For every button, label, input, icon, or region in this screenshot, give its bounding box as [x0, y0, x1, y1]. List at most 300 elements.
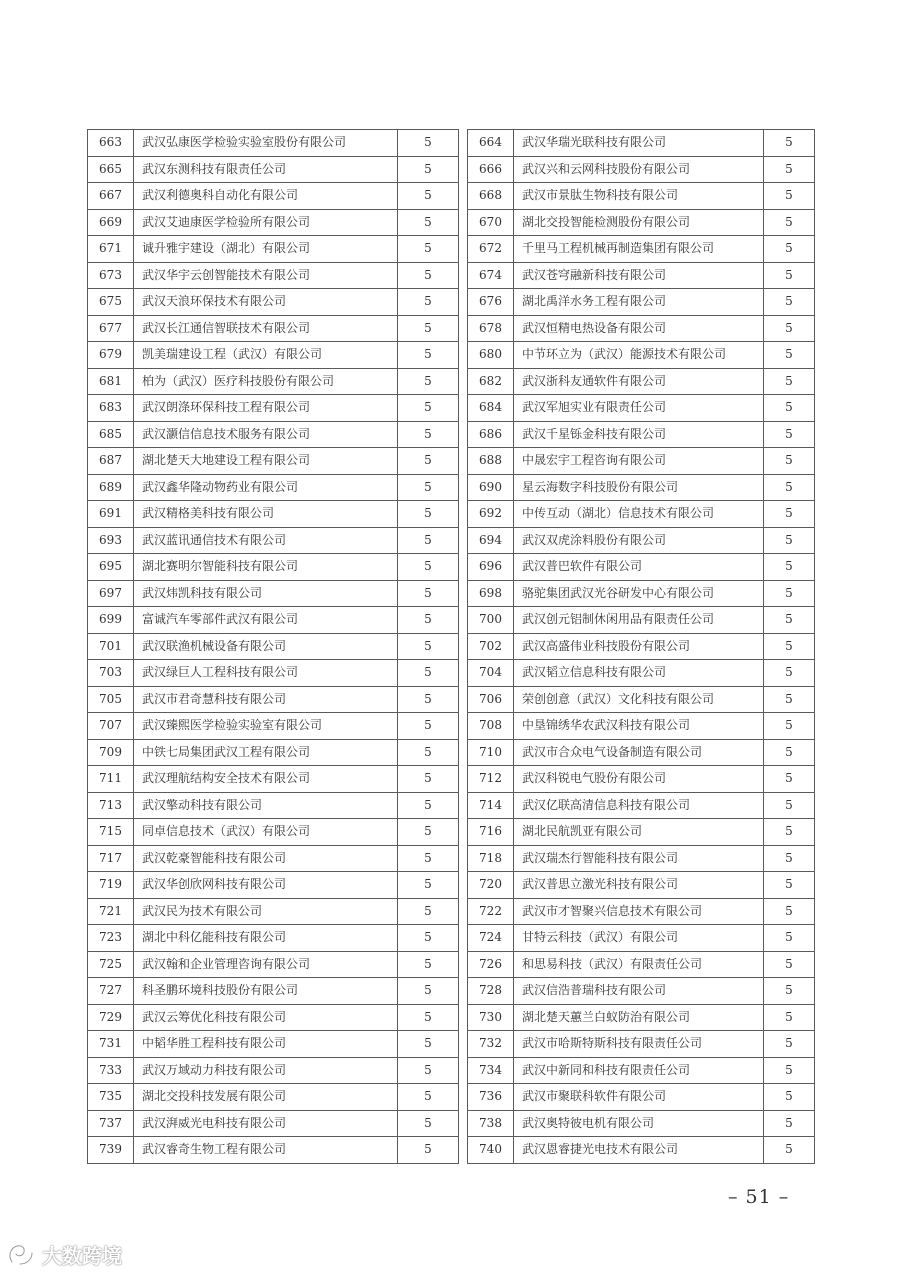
column-gap	[459, 262, 468, 289]
table-row	[88, 1004, 815, 1031]
table-row	[88, 474, 815, 501]
column-gap	[459, 978, 468, 1005]
row-number: 724	[468, 925, 514, 952]
company-name: 千里马工程机械再制造集团有限公司	[514, 236, 764, 263]
score-cell: 5	[764, 1057, 815, 1084]
company-name: 武汉市君奇慧科技有限公司	[134, 686, 398, 713]
score-cell: 5	[764, 1084, 815, 1111]
row-number: 727	[88, 978, 134, 1005]
score-cell: 5	[764, 501, 815, 528]
row-number: 673	[88, 262, 134, 289]
row-number: 740	[468, 1137, 514, 1164]
row-number: 678	[468, 315, 514, 342]
company-name: 和思易科技（武汉）有限责任公司	[514, 951, 764, 978]
company-name: 武汉奥特彼电机有限公司	[514, 1110, 764, 1137]
score-cell: 5	[764, 872, 815, 899]
row-number: 672	[468, 236, 514, 263]
score-cell: 5	[764, 1004, 815, 1031]
company-name: 湖北禹洋水务工程有限公司	[514, 289, 764, 316]
score-cell: 5	[764, 978, 815, 1005]
row-number: 731	[88, 1031, 134, 1058]
score-cell: 5	[764, 156, 815, 183]
column-gap	[459, 474, 468, 501]
row-number: 708	[468, 713, 514, 740]
column-gap	[459, 421, 468, 448]
column-gap	[459, 315, 468, 342]
row-number: 719	[88, 872, 134, 899]
watermark	[6, 1240, 122, 1269]
score-cell: 5	[764, 395, 815, 422]
company-name: 星云海数字科技股份有限公司	[514, 474, 764, 501]
row-number: 699	[88, 607, 134, 634]
row-number: 721	[88, 898, 134, 925]
table-row	[88, 660, 815, 687]
score-cell: 5	[398, 1004, 459, 1031]
score-cell: 5	[398, 130, 459, 157]
column-gap	[459, 845, 468, 872]
company-name: 武汉华瑞光联科技有限公司	[514, 130, 764, 157]
score-cell: 5	[764, 1110, 815, 1137]
score-cell: 5	[398, 1110, 459, 1137]
score-cell: 5	[764, 607, 815, 634]
company-name: 武汉民为技术有限公司	[134, 898, 398, 925]
table-row	[88, 845, 815, 872]
score-cell: 5	[764, 580, 815, 607]
row-number: 709	[88, 739, 134, 766]
score-cell: 5	[398, 501, 459, 528]
company-name: 湖北楚天蕙兰白蚁防治有限公司	[514, 1004, 764, 1031]
company-name: 富诚汽车零部件武汉有限公司	[134, 607, 398, 634]
company-name: 武汉弘康医学检验实验室股份有限公司	[134, 130, 398, 157]
score-cell: 5	[764, 792, 815, 819]
score-cell: 5	[398, 633, 459, 660]
company-name: 武汉华宇云创智能技术有限公司	[134, 262, 398, 289]
score-cell: 5	[398, 792, 459, 819]
column-gap	[459, 1137, 468, 1164]
table-row	[88, 421, 815, 448]
column-gap	[459, 951, 468, 978]
company-name: 武汉鑫华隆动物药业有限公司	[134, 474, 398, 501]
table-row	[88, 607, 815, 634]
table-row	[88, 448, 815, 475]
score-cell: 5	[398, 1031, 459, 1058]
score-cell: 5	[764, 819, 815, 846]
row-number: 705	[88, 686, 134, 713]
row-number: 733	[88, 1057, 134, 1084]
company-name: 武汉湃威光电科技有限公司	[134, 1110, 398, 1137]
row-number: 711	[88, 766, 134, 793]
company-name: 武汉理航结构安全技术有限公司	[134, 766, 398, 793]
row-number: 700	[468, 607, 514, 634]
row-number: 682	[468, 368, 514, 395]
row-number: 713	[88, 792, 134, 819]
score-cell: 5	[764, 951, 815, 978]
score-cell: 5	[764, 209, 815, 236]
row-number: 729	[88, 1004, 134, 1031]
row-number: 710	[468, 739, 514, 766]
company-name: 武汉云筹优化科技有限公司	[134, 1004, 398, 1031]
score-cell: 5	[764, 739, 815, 766]
score-cell: 5	[398, 872, 459, 899]
company-name: 武汉普巴软件有限公司	[514, 554, 764, 581]
row-number: 714	[468, 792, 514, 819]
company-name: 柏为（武汉）医疗科技股份有限公司	[134, 368, 398, 395]
column-gap	[459, 633, 468, 660]
column-gap	[459, 607, 468, 634]
company-name: 武汉翰和企业管理咨询有限公司	[134, 951, 398, 978]
column-gap	[459, 448, 468, 475]
score-cell: 5	[764, 474, 815, 501]
row-number: 668	[468, 183, 514, 210]
row-number: 693	[88, 527, 134, 554]
score-cell: 5	[764, 421, 815, 448]
company-name: 武汉乾豪智能科技有限公司	[134, 845, 398, 872]
table-row	[88, 739, 815, 766]
company-name: 中晟宏宇工程咨询有限公司	[514, 448, 764, 475]
score-cell: 5	[764, 342, 815, 369]
row-number: 683	[88, 395, 134, 422]
row-number: 734	[468, 1057, 514, 1084]
score-cell: 5	[398, 898, 459, 925]
table-row	[88, 236, 815, 263]
row-number: 667	[88, 183, 134, 210]
company-name: 湖北赛明尔智能科技有限公司	[134, 554, 398, 581]
company-name: 骆驼集团武汉光谷研发中心有限公司	[514, 580, 764, 607]
company-name: 武汉科锐电气股份有限公司	[514, 766, 764, 793]
company-name: 武汉市才智聚兴信息技术有限公司	[514, 898, 764, 925]
column-gap	[459, 713, 468, 740]
row-number: 664	[468, 130, 514, 157]
score-cell: 5	[764, 183, 815, 210]
column-gap	[459, 739, 468, 766]
company-name: 武汉东测科技有限责任公司	[134, 156, 398, 183]
score-cell: 5	[764, 633, 815, 660]
score-cell: 5	[398, 342, 459, 369]
table-row	[88, 1031, 815, 1058]
score-cell: 5	[398, 580, 459, 607]
column-gap	[459, 130, 468, 157]
table-row	[88, 1137, 815, 1164]
company-name: 武汉炜凯科技有限公司	[134, 580, 398, 607]
row-number: 686	[468, 421, 514, 448]
table-row	[88, 713, 815, 740]
table-row	[88, 368, 815, 395]
company-name: 武汉灏信信息技术服务有限公司	[134, 421, 398, 448]
row-number: 715	[88, 819, 134, 846]
row-number: 690	[468, 474, 514, 501]
table-row	[88, 872, 815, 899]
score-cell: 5	[398, 819, 459, 846]
company-name: 武汉臻熙医学检验实验室有限公司	[134, 713, 398, 740]
company-name: 武汉市哈斯特斯科技有限责任公司	[514, 1031, 764, 1058]
company-name: 武汉擎动科技有限公司	[134, 792, 398, 819]
column-gap	[459, 236, 468, 263]
score-cell: 5	[764, 686, 815, 713]
table-row	[88, 1110, 815, 1137]
score-cell: 5	[398, 156, 459, 183]
row-number: 725	[88, 951, 134, 978]
brand-logo-icon	[6, 1242, 36, 1268]
company-name: 武汉艾迪康医学检验所有限公司	[134, 209, 398, 236]
column-gap	[459, 289, 468, 316]
score-cell: 5	[764, 1137, 815, 1164]
row-number: 665	[88, 156, 134, 183]
score-cell: 5	[764, 368, 815, 395]
row-number: 717	[88, 845, 134, 872]
column-gap	[459, 660, 468, 687]
score-cell: 5	[398, 1137, 459, 1164]
company-name: 武汉恒精电热设备有限公司	[514, 315, 764, 342]
table-row	[88, 183, 815, 210]
table-row	[88, 898, 815, 925]
column-gap	[459, 792, 468, 819]
row-number: 687	[88, 448, 134, 475]
column-gap	[459, 898, 468, 925]
table-row	[88, 580, 815, 607]
company-name: 武汉兴和云网科技股份有限公司	[514, 156, 764, 183]
score-cell: 5	[398, 766, 459, 793]
row-number: 694	[468, 527, 514, 554]
score-cell: 5	[764, 554, 815, 581]
company-name: 武汉韬立信息科技有限公司	[514, 660, 764, 687]
score-cell: 5	[764, 1031, 815, 1058]
company-name: 武汉中新同和科技有限责任公司	[514, 1057, 764, 1084]
table-row	[88, 633, 815, 660]
column-gap	[459, 1057, 468, 1084]
table-row	[88, 342, 815, 369]
score-cell: 5	[398, 183, 459, 210]
company-list-table	[87, 129, 815, 1164]
column-gap	[459, 1110, 468, 1137]
column-gap	[459, 766, 468, 793]
column-gap	[459, 925, 468, 952]
row-number: 722	[468, 898, 514, 925]
score-cell: 5	[764, 262, 815, 289]
row-number: 737	[88, 1110, 134, 1137]
score-cell: 5	[398, 368, 459, 395]
score-cell: 5	[764, 660, 815, 687]
table-row	[88, 978, 815, 1005]
score-cell: 5	[398, 262, 459, 289]
company-name: 武汉千星铄金科技有限公司	[514, 421, 764, 448]
row-number: 728	[468, 978, 514, 1005]
company-name: 武汉军旭实业有限责任公司	[514, 395, 764, 422]
company-name: 武汉天浪环保技术有限公司	[134, 289, 398, 316]
table-row	[88, 686, 815, 713]
column-gap	[459, 501, 468, 528]
column-gap	[459, 1084, 468, 1111]
table-row	[88, 792, 815, 819]
row-number: 691	[88, 501, 134, 528]
score-cell: 5	[764, 766, 815, 793]
row-number: 726	[468, 951, 514, 978]
row-number: 706	[468, 686, 514, 713]
score-cell: 5	[398, 289, 459, 316]
company-name: 武汉利德奥科自动化有限公司	[134, 183, 398, 210]
company-name: 荣创创意（武汉）文化科技有限公司	[514, 686, 764, 713]
score-cell: 5	[764, 236, 815, 263]
company-name: 同卓信息技术（武汉）有限公司	[134, 819, 398, 846]
company-name: 武汉亿联高清信息科技有限公司	[514, 792, 764, 819]
score-cell: 5	[398, 951, 459, 978]
row-number: 696	[468, 554, 514, 581]
row-number: 720	[468, 872, 514, 899]
score-cell: 5	[398, 1084, 459, 1111]
score-cell: 5	[398, 236, 459, 263]
column-gap	[459, 580, 468, 607]
company-name: 中铁七局集团武汉工程有限公司	[134, 739, 398, 766]
company-name: 武汉朗涤环保科技工程有限公司	[134, 395, 398, 422]
company-name: 武汉长江通信智联技术有限公司	[134, 315, 398, 342]
score-cell: 5	[764, 898, 815, 925]
score-cell: 5	[764, 130, 815, 157]
row-number: 698	[468, 580, 514, 607]
company-name: 武汉市景肽生物科技有限公司	[514, 183, 764, 210]
table-row	[88, 315, 815, 342]
row-number: 685	[88, 421, 134, 448]
company-name: 湖北民航凯亚有限公司	[514, 819, 764, 846]
table-row	[88, 209, 815, 236]
row-number: 689	[88, 474, 134, 501]
row-number: 692	[468, 501, 514, 528]
company-name: 武汉瑞杰行智能科技有限公司	[514, 845, 764, 872]
company-name: 武汉双虎涂料股份有限公司	[514, 527, 764, 554]
row-number: 674	[468, 262, 514, 289]
row-number: 671	[88, 236, 134, 263]
company-name: 武汉万域动力科技有限公司	[134, 1057, 398, 1084]
score-cell: 5	[398, 686, 459, 713]
score-cell: 5	[398, 713, 459, 740]
row-number: 679	[88, 342, 134, 369]
score-cell: 5	[398, 421, 459, 448]
company-name: 武汉华创欣网科技有限公司	[134, 872, 398, 899]
row-number: 718	[468, 845, 514, 872]
row-number: 703	[88, 660, 134, 687]
score-cell: 5	[398, 209, 459, 236]
company-name: 武汉精格美科技有限公司	[134, 501, 398, 528]
score-cell: 5	[398, 978, 459, 1005]
score-cell: 5	[764, 315, 815, 342]
table-row	[88, 554, 815, 581]
table-row	[88, 262, 815, 289]
score-cell: 5	[398, 527, 459, 554]
company-name: 凯美瑞建设工程（武汉）有限公司	[134, 342, 398, 369]
table-row	[88, 819, 815, 846]
company-name: 诚升雅宇建设（湖北）有限公司	[134, 236, 398, 263]
row-number: 736	[468, 1084, 514, 1111]
score-cell: 5	[398, 925, 459, 952]
company-name: 中节环立为（武汉）能源技术有限公司	[514, 342, 764, 369]
score-cell: 5	[398, 554, 459, 581]
row-number: 697	[88, 580, 134, 607]
row-number: 732	[468, 1031, 514, 1058]
table-row	[88, 289, 815, 316]
score-cell: 5	[398, 1057, 459, 1084]
column-gap	[459, 527, 468, 554]
column-gap	[459, 342, 468, 369]
column-gap	[459, 156, 468, 183]
score-cell: 5	[764, 925, 815, 952]
row-number: 677	[88, 315, 134, 342]
row-number: 701	[88, 633, 134, 660]
company-name: 武汉高盛伟业科技股份有限公司	[514, 633, 764, 660]
score-cell: 5	[764, 448, 815, 475]
column-gap	[459, 554, 468, 581]
score-cell: 5	[398, 395, 459, 422]
table-row	[88, 766, 815, 793]
company-name: 武汉浙科友通软件有限公司	[514, 368, 764, 395]
company-name: 武汉市聚联科软件有限公司	[514, 1084, 764, 1111]
row-number: 681	[88, 368, 134, 395]
column-gap	[459, 209, 468, 236]
row-number: 739	[88, 1137, 134, 1164]
table-body	[88, 130, 815, 1164]
row-number: 680	[468, 342, 514, 369]
company-name: 中传互动（湖北）信息技术有限公司	[514, 501, 764, 528]
score-cell: 5	[398, 845, 459, 872]
row-number: 712	[468, 766, 514, 793]
score-cell: 5	[398, 739, 459, 766]
company-name: 科圣鹏环境科技股份有限公司	[134, 978, 398, 1005]
column-gap	[459, 1031, 468, 1058]
score-cell: 5	[764, 289, 815, 316]
score-cell: 5	[398, 315, 459, 342]
row-number: 702	[468, 633, 514, 660]
row-number: 663	[88, 130, 134, 157]
company-name: 湖北中科亿能科技有限公司	[134, 925, 398, 952]
row-number: 738	[468, 1110, 514, 1137]
table-row	[88, 501, 815, 528]
row-number: 707	[88, 713, 134, 740]
column-gap	[459, 819, 468, 846]
table-row	[88, 1057, 815, 1084]
table-row	[88, 1084, 815, 1111]
table-row	[88, 156, 815, 183]
score-cell: 5	[764, 713, 815, 740]
page-number: – 51 –	[728, 1186, 790, 1208]
column-gap	[459, 395, 468, 422]
row-number: 695	[88, 554, 134, 581]
column-gap	[459, 1004, 468, 1031]
company-name: 武汉普思立激光科技有限公司	[514, 872, 764, 899]
row-number: 735	[88, 1084, 134, 1111]
score-cell: 5	[764, 527, 815, 554]
company-name: 武汉信浩普瑞科技有限公司	[514, 978, 764, 1005]
company-name: 武汉市合众电气设备制造有限公司	[514, 739, 764, 766]
score-cell: 5	[764, 845, 815, 872]
row-number: 670	[468, 209, 514, 236]
row-number: 688	[468, 448, 514, 475]
company-name: 武汉联渔机械设备有限公司	[134, 633, 398, 660]
company-name: 湖北交投智能检测股份有限公司	[514, 209, 764, 236]
company-name: 中韬华胜工程科技有限公司	[134, 1031, 398, 1058]
company-name: 武汉绿巨人工程科技有限公司	[134, 660, 398, 687]
company-name: 武汉苍穹融新科技有限公司	[514, 262, 764, 289]
table-row	[88, 951, 815, 978]
score-cell: 5	[398, 474, 459, 501]
row-number: 666	[468, 156, 514, 183]
row-number: 684	[468, 395, 514, 422]
column-gap	[459, 183, 468, 210]
company-name: 武汉睿奇生物工程有限公司	[134, 1137, 398, 1164]
row-number: 669	[88, 209, 134, 236]
score-cell: 5	[398, 660, 459, 687]
table-row	[88, 130, 815, 157]
company-name: 武汉创元铝制休闲用品有限责任公司	[514, 607, 764, 634]
company-name: 湖北楚天大地建设工程有限公司	[134, 448, 398, 475]
watermark-text: 大数跨境	[42, 1244, 122, 1268]
row-number: 730	[468, 1004, 514, 1031]
